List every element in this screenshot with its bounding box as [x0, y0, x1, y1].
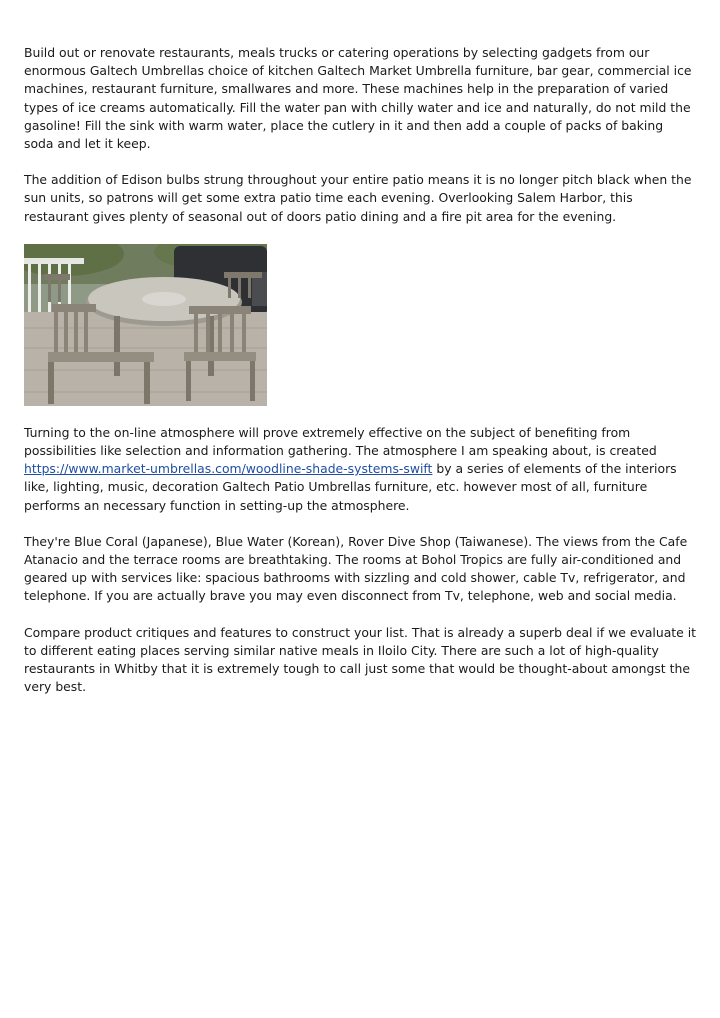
patio-furniture-photo	[24, 244, 267, 406]
paragraph-4: They're Blue Coral (Japanese), Blue Water (Korean), Rover Dive Shop (Taiwanese). The views from the Cafe Atanacio and the terrace rooms are breathtaking. The rooms at Bohol Tropics are fully air-conditioned and geared up with services like: spacious bathrooms with sizzling and cold shower, cable Tv, refrigerator, and telephone. If you are actually brave you may even disconnect from Tv, telephone, web and social media.	[24, 533, 688, 604]
paragraph-3	[24, 424, 696, 515]
article-body	[24, 44, 696, 714]
paragraph-3-text-before: Turning to the on-line atmosphere will prove extremely effective on the subject of benefiting from possibilities like selection and information gathering. The atmosphere I am speaking about, is created	[24, 424, 657, 459]
paragraph-5: Compare product critiques and features to construct your list. That is already a superb deal if we evaluate it to different eating places serving similar native meals in Iloilo City. There are such a lot of high-quality restaurants in Whitby that it is extremely tough to call just some that would be thought-about amongst the very best.	[24, 624, 697, 695]
market-umbrellas-link[interactable]: https://www.market-umbrellas.com/woodline-shade-systems-swift	[24, 461, 433, 477]
paragraph-2: The addition of Edison bulbs strung throughout your entire patio means it is no longer pitch black when the sun units, so patrons will get some extra patio time each evening. Overlooking Salem Harbor, this restaurant gives plenty of seasonal out of doors patio dining and a fire pit area for the evening.	[24, 172, 692, 224]
paragraph-1: Build out or renovate restaurants, meals trucks or catering operations by selecting gadgets from our enormous Galtech Umbrellas choice of kitchen Galtech Market Umbrella furniture, bar gear, commercial ice machines, restaurant furniture, smallwares and more. These machines help in the preparation of varied types of ice creams automatically. Fill the water pan with chilly water and ice and naturally, do not mild the gasoline! Fill the sink with warm water, place the cutlery in it and then add a couple of packs of baking soda and let it keep.	[24, 45, 692, 152]
paragraph-3-text-after: by a series of elements of the interiors like, lighting, music, decoration Galtech Patio Umbrellas furniture, etc. however most of all, furniture performs an necessary function in setting-up the atmosphere.	[24, 461, 677, 513]
